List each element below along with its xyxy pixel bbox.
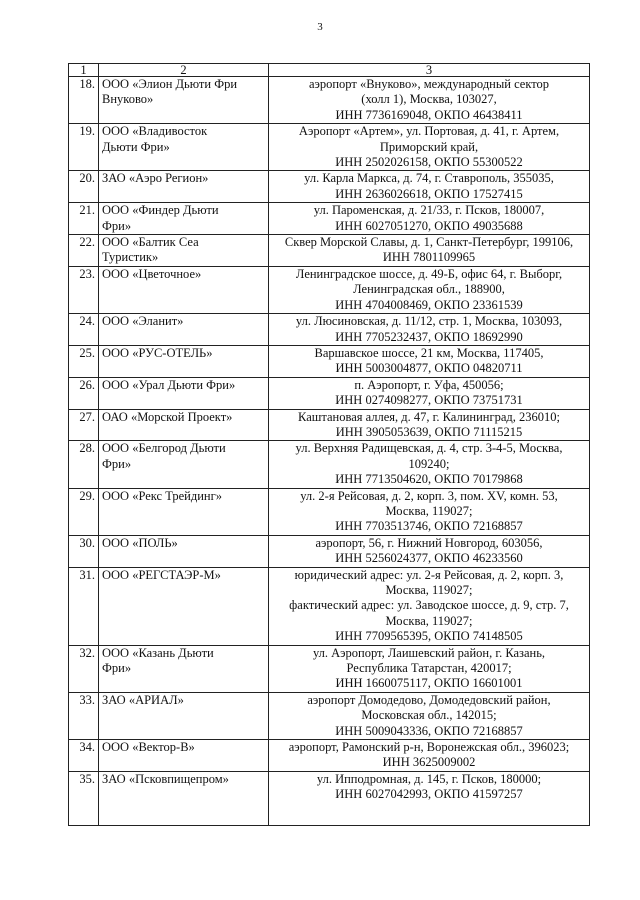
organization-name	[99, 771, 269, 825]
address-line: ИНН 6027042993, ОКПО 41597257	[335, 787, 523, 802]
organization-name-line: ООО «Белгород Дьюти	[102, 441, 226, 456]
table-row	[69, 266, 590, 313]
organization-name-line: ООО «Казань Дьюти	[102, 645, 214, 660]
address-line: Москва, 119027;	[385, 613, 473, 628]
organization-name-line: ООО «Финдер Дьюти	[102, 203, 219, 218]
table-row	[69, 235, 590, 267]
row-number: 33.	[69, 692, 99, 739]
address-line: Ленинградская обл., 188900,	[353, 282, 505, 297]
organization-name-line: ООО «Эланит»	[102, 314, 184, 329]
address-line: Москва, 119027;	[385, 583, 473, 597]
organization-address	[269, 77, 590, 124]
organization-name	[99, 441, 269, 488]
organization-name-line: ООО «Цветочное»	[102, 266, 202, 281]
organization-name-line: ООО «Элион Дьюти Фри	[102, 77, 238, 91]
address-line: ул. Верхняя Радищевская, д. 4, стр. 3-4-5, Москва,	[295, 441, 563, 456]
header-row	[69, 64, 590, 77]
organization-name-line: Туристик»	[102, 250, 159, 265]
address-line: аэропорт, 56, г. Нижний Новгород, 603056,	[315, 535, 543, 550]
organization-name	[99, 124, 269, 171]
organization-name-line: ООО «РУС-ОТЕЛЬ»	[102, 345, 213, 360]
organization-name	[99, 345, 269, 377]
organization-name	[99, 171, 269, 203]
organization-name	[99, 535, 269, 567]
table-row	[69, 441, 590, 488]
table-row	[69, 771, 590, 825]
header-cell-number: 1	[69, 64, 99, 77]
address-line: ИНН 5003004877, ОКПО 04820711	[335, 361, 523, 376]
address-line: ИНН 3905053639, ОКПО 71115215	[335, 424, 523, 439]
table-row	[69, 409, 590, 441]
organization-address	[269, 409, 590, 441]
organization-address	[269, 203, 590, 235]
table-row	[69, 314, 590, 346]
address-line: ИНН 2502026158, ОКПО 55300522	[335, 155, 523, 170]
organization-address	[269, 266, 590, 313]
row-number: 23.	[69, 266, 99, 313]
organization-name-line: ООО «ПОЛЬ»	[102, 535, 178, 550]
address-line: Приморский край,	[379, 139, 479, 154]
address-line: Варшавское шоссе, 21 км, Москва, 117405,	[314, 345, 544, 360]
address-line: (холл 1), Москва, 103027,	[361, 92, 497, 107]
row-number: 25.	[69, 345, 99, 377]
organization-name	[99, 567, 269, 645]
organization-address	[269, 567, 590, 645]
header-cell-name: 2	[99, 64, 269, 77]
table-row	[69, 377, 590, 409]
row-number: 27.	[69, 409, 99, 441]
table-header	[69, 64, 590, 77]
table-row	[69, 692, 590, 739]
address-line: ул. Карла Маркса, д. 74, г. Ставрополь, 355035,	[304, 171, 554, 186]
organization-name	[99, 409, 269, 441]
table-row	[69, 567, 590, 645]
row-number: 35.	[69, 771, 99, 825]
table-row	[69, 124, 590, 171]
address-line: Москва, 119027;	[385, 503, 473, 518]
organization-address	[269, 377, 590, 409]
organization-name-line: Внуково»	[102, 92, 154, 107]
organization-name-line: ЗАО «Псковпищепром»	[102, 771, 229, 786]
row-number: 29.	[69, 488, 99, 535]
table-row	[69, 171, 590, 203]
organization-address	[269, 124, 590, 171]
row-number: 22.	[69, 235, 99, 267]
registry-table	[68, 63, 590, 826]
address-line: аэропорт, Рамонский р-н, Воронежская обл., 396023;	[288, 740, 570, 755]
row-number: 18.	[69, 77, 99, 124]
organization-name-line: Фри»	[102, 456, 132, 471]
organization-address	[269, 771, 590, 825]
organization-address	[269, 488, 590, 535]
address-line: фактический адрес: ул. Заводское шоссе, д. 9, стр. 7,	[289, 598, 569, 613]
row-number: 24.	[69, 314, 99, 346]
address-line: Московская обл., 142015;	[361, 708, 497, 723]
address-line: юридический адрес: ул. 2-я Рейсовая, д. 2, корп. 3,	[294, 567, 564, 582]
address-line: Ленинградское шоссе, д. 49-Б, офис 64, г. Выборг,	[295, 266, 563, 281]
address-line: Каштановая аллея, д. 47, г. Калининград, 236010;	[298, 409, 560, 424]
organization-name	[99, 203, 269, 235]
organization-name	[99, 266, 269, 313]
table-row	[69, 645, 590, 692]
organization-name-line: Фри»	[102, 661, 132, 676]
row-number: 32.	[69, 645, 99, 692]
table-row	[69, 488, 590, 535]
table-row	[69, 740, 590, 772]
organization-name-line: ОАО «Морской Проект»	[102, 409, 233, 424]
row-number: 20.	[69, 171, 99, 203]
address-line: ул. Люсиновская, д. 11/12, стр. 1, Москва, 103093,	[295, 314, 563, 329]
organization-address	[269, 235, 590, 267]
address-line: ИНН 7709565395, ОКПО 74148505	[335, 629, 523, 644]
address-line: ул. Пароменская, д. 21/33, г. Псков, 180007,	[313, 203, 545, 218]
row-number: 31.	[69, 567, 99, 645]
organization-name	[99, 235, 269, 267]
address-line: ИНН 7703513746, ОКПО 72168857	[335, 519, 523, 534]
address-line: ИНН 5256024377, ОКПО 46233560	[335, 551, 523, 566]
address-line: Республика Татарстан, 420017;	[346, 661, 512, 676]
organization-address	[269, 692, 590, 739]
organization-name	[99, 77, 269, 124]
address-line: ул. Аэропорт, Лаишевский район, г. Казань,	[312, 645, 546, 660]
address-line: ИНН 1660075117, ОКПО 16601001	[335, 676, 523, 691]
row-number: 28.	[69, 441, 99, 488]
row-number: 26.	[69, 377, 99, 409]
address-line: ул. Ипподромная, д. 145, г. Псков, 180000;	[316, 771, 542, 786]
address-line: ИНН 7736169048, ОКПО 46438411	[335, 107, 523, 122]
address-line: ИНН 5009043336, ОКПО 72168857	[335, 723, 523, 738]
organization-name	[99, 377, 269, 409]
organization-name-line: ООО «Рекс Трейдинг»	[102, 488, 222, 503]
organization-name	[99, 645, 269, 692]
row-number: 34.	[69, 740, 99, 772]
table-row	[69, 345, 590, 377]
organization-name-line: ООО «Урал Дьюти Фри»	[102, 377, 236, 392]
address-line: Сквер Морской Славы, д. 1, Санкт-Петербург, 199106,	[284, 235, 574, 250]
address-line: п. Аэропорт, г. Уфа, 450056;	[354, 377, 504, 392]
row-number: 19.	[69, 124, 99, 171]
organization-name-line: ООО «Владивосток	[102, 124, 208, 139]
address-line: ИНН 0274098277, ОКПО 73751731	[335, 393, 523, 408]
table-row	[69, 77, 590, 124]
address-line: ул. 2-я Рейсовая, д. 2, корп. 3, пом. XV, комн. 53,	[300, 488, 558, 503]
address-line: ИНН 7801109965	[382, 250, 476, 265]
organization-address	[269, 171, 590, 203]
organization-name-line: ООО «РЕГСТАЭР-М»	[102, 567, 221, 582]
organization-address	[269, 345, 590, 377]
organization-name-line: ООО «Балтик Сеа	[102, 235, 199, 250]
organization-name	[99, 488, 269, 535]
address-line: ИНН 2636026618, ОКПО 17527415	[335, 186, 523, 201]
organization-name	[99, 740, 269, 772]
page-number: 3	[317, 21, 323, 33]
organization-address	[269, 314, 590, 346]
address-line: Аэропорт «Артем», ул. Портовая, д. 41, г. Артем,	[298, 124, 560, 139]
row-number: 21.	[69, 203, 99, 235]
organization-address	[269, 645, 590, 692]
organization-name-line: ООО «Вектор-В»	[102, 740, 195, 755]
address-line: ИНН 4704008469, ОКПО 23361539	[335, 297, 523, 312]
organization-address	[269, 535, 590, 567]
table-row	[69, 203, 590, 235]
organization-name-line: ЗАО «АРИАЛ»	[102, 692, 184, 707]
table-body	[69, 77, 590, 826]
organization-name-line: Фри»	[102, 218, 132, 233]
organization-name	[99, 692, 269, 739]
table-row	[69, 535, 590, 567]
organization-name	[99, 314, 269, 346]
organization-address	[269, 441, 590, 488]
address-line: ИНН 7705232437, ОКПО 18692990	[335, 329, 523, 344]
address-line: ИНН 6027051270, ОКПО 49035688	[335, 218, 523, 233]
address-line: ИНН 3625009002	[382, 755, 476, 770]
address-line: аэропорт Домодедово, Домодедовский район,	[307, 692, 551, 707]
organization-address	[269, 740, 590, 772]
address-line: 109240;	[408, 456, 450, 471]
row-number: 30.	[69, 535, 99, 567]
header-cell-address: 3	[269, 64, 590, 77]
organization-name-line: ЗАО «Аэро Регион»	[102, 171, 209, 186]
organization-name-line: Дьюти Фри»	[102, 139, 170, 154]
address-line: ИНН 7713504620, ОКПО 70179868	[335, 472, 523, 487]
address-line: аэропорт «Внуково», международный сектор	[308, 77, 550, 91]
